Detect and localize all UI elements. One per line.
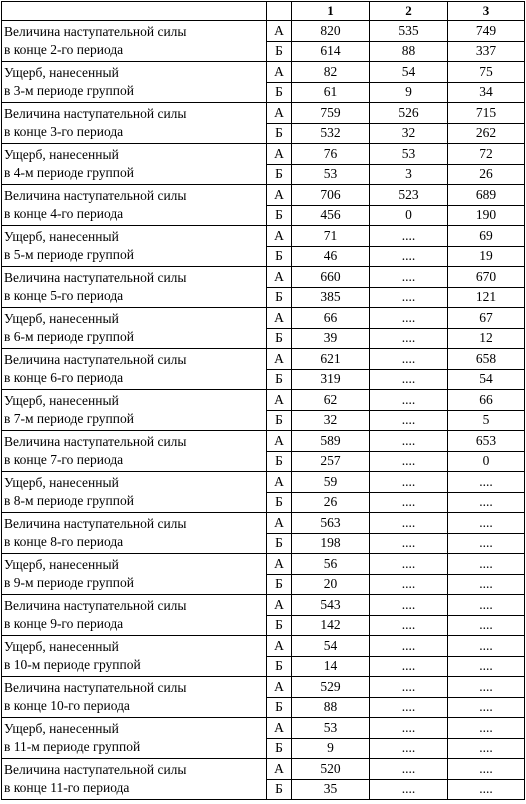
column-header-1: 1 [292,2,370,21]
row-label [2,554,267,595]
group-cell: А [267,718,292,739]
value-cell-3: .... [448,595,525,616]
row-label-line: Ущерб, нанесенный [4,639,119,654]
row-label-line: в 7-м периоде группой [4,411,134,426]
group-cell: Б [267,574,292,595]
row-label-line: Величина наступательной силы [4,598,187,613]
value-cell-3: 689 [448,185,525,206]
value-cell-3: 72 [448,144,525,165]
value-cell-3: 19 [448,246,525,267]
row-label-line: в 3-м периоде группой [4,83,134,98]
table-row [2,513,525,534]
value-cell-1: 621 [292,349,370,370]
value-cell-3: 190 [448,205,525,226]
value-cell-2: 0 [370,205,448,226]
row-label-line: Ущерб, нанесенный [4,65,119,80]
value-cell-3: 262 [448,123,525,144]
group-cell: А [267,759,292,780]
value-cell-2: .... [370,328,448,349]
table-row [2,472,525,493]
row-label-line: Ущерб, нанесенный [4,721,119,736]
group-cell: А [267,185,292,206]
value-cell-2: .... [370,451,448,472]
value-cell-2: 526 [370,103,448,124]
value-cell-3: 12 [448,328,525,349]
row-label-line: Величина наступательной силы [4,188,187,203]
row-label [2,308,267,349]
value-cell-1: 543 [292,595,370,616]
row-label-line: Ущерб, нанесенный [4,557,119,572]
row-label-line: в конце 10-го периода [4,698,130,713]
row-label [2,349,267,390]
table-row [2,185,525,206]
row-label-line: в конце 7-го периода [4,452,124,467]
value-cell-1: 759 [292,103,370,124]
table-row [2,636,525,657]
group-cell: Б [267,656,292,677]
value-cell-3: .... [448,533,525,554]
row-label-line: в 5-м периоде группой [4,247,134,262]
group-cell: Б [267,123,292,144]
value-cell-1: 198 [292,533,370,554]
group-cell: Б [267,697,292,718]
group-cell: Б [267,615,292,636]
value-cell-3: 653 [448,431,525,452]
value-cell-2: .... [370,677,448,698]
value-cell-3: 5 [448,410,525,431]
value-cell-1: 142 [292,615,370,636]
row-label-line: в конце 8-го периода [4,534,124,549]
value-cell-3: 0 [448,451,525,472]
value-cell-2: 3 [370,164,448,185]
row-label-line: в 4-м периоде группой [4,165,134,180]
value-cell-1: 62 [292,390,370,411]
table-row [2,595,525,616]
value-cell-2: .... [370,615,448,636]
group-cell: Б [267,533,292,554]
group-cell: А [267,677,292,698]
row-label [2,677,267,718]
row-label-line: в 11-м периоде группой [4,739,141,754]
value-cell-3: 69 [448,226,525,247]
table-row [2,677,525,698]
value-cell-3: 670 [448,267,525,288]
value-cell-3: .... [448,779,525,800]
value-cell-2: 32 [370,123,448,144]
table-row [2,759,525,780]
row-label-line: в 9-м периоде группой [4,575,134,590]
row-label [2,759,267,800]
row-label [2,595,267,636]
group-cell: А [267,472,292,493]
value-cell-1: 706 [292,185,370,206]
group-cell: А [267,513,292,534]
row-label [2,513,267,554]
value-cell-2: .... [370,308,448,329]
value-cell-1: 53 [292,718,370,739]
value-cell-1: 660 [292,267,370,288]
group-cell: А [267,21,292,42]
row-label-line: в конце 6-го периода [4,370,124,385]
value-cell-1: 53 [292,164,370,185]
value-cell-1: 820 [292,21,370,42]
value-cell-3: 66 [448,390,525,411]
value-cell-3: .... [448,554,525,575]
row-label [2,226,267,267]
group-cell: Б [267,410,292,431]
value-cell-3: .... [448,492,525,513]
value-cell-1: 71 [292,226,370,247]
value-cell-3: .... [448,759,525,780]
row-label-line: Величина наступательной силы [4,352,187,367]
value-cell-2: .... [370,431,448,452]
value-cell-3: .... [448,636,525,657]
group-cell: Б [267,164,292,185]
group-cell: А [267,431,292,452]
value-cell-2: .... [370,656,448,677]
group-cell: Б [267,492,292,513]
group-cell: Б [267,205,292,226]
value-cell-3: .... [448,738,525,759]
row-label-line: Величина наступательной силы [4,270,187,285]
value-cell-1: 319 [292,369,370,390]
group-cell: Б [267,451,292,472]
table-row [2,103,525,124]
value-cell-1: 529 [292,677,370,698]
row-label [2,62,267,103]
value-cell-2: .... [370,718,448,739]
row-label [2,472,267,513]
value-cell-3: .... [448,513,525,534]
row-label-line: Величина наступательной силы [4,106,187,121]
value-cell-2: .... [370,349,448,370]
column-header-2: 2 [370,2,448,21]
group-cell: А [267,390,292,411]
value-cell-2: .... [370,390,448,411]
row-label [2,718,267,759]
value-cell-1: 589 [292,431,370,452]
table-row [2,308,525,329]
value-cell-1: 9 [292,738,370,759]
value-cell-2: .... [370,472,448,493]
table-row [2,21,525,42]
value-cell-2: .... [370,697,448,718]
table-row [2,144,525,165]
value-cell-3: 26 [448,164,525,185]
value-cell-2: .... [370,267,448,288]
value-cell-1: 46 [292,246,370,267]
value-cell-1: 456 [292,205,370,226]
row-label [2,431,267,472]
row-label [2,21,267,62]
group-cell: Б [267,246,292,267]
group-cell: Б [267,779,292,800]
value-cell-1: 35 [292,779,370,800]
group-cell: Б [267,328,292,349]
value-cell-2: 88 [370,41,448,62]
row-label-line: Величина наступательной силы [4,24,187,39]
row-label [2,267,267,308]
row-label-line: Величина наступательной силы [4,516,187,531]
value-cell-3: .... [448,615,525,636]
value-cell-2: .... [370,554,448,575]
value-cell-1: 82 [292,62,370,83]
row-label [2,390,267,431]
row-label-line: в конце 4-го периода [4,206,124,221]
value-cell-2: .... [370,574,448,595]
group-cell: А [267,267,292,288]
row-label-line: Ущерб, нанесенный [4,475,119,490]
value-cell-2: .... [370,513,448,534]
value-cell-3: 75 [448,62,525,83]
value-cell-1: 54 [292,636,370,657]
value-cell-1: 257 [292,451,370,472]
group-cell: Б [267,287,292,308]
group-cell: А [267,62,292,83]
group-cell: Б [267,369,292,390]
row-label-line: Ущерб, нанесенный [4,229,119,244]
table-row [2,431,525,452]
value-cell-3: .... [448,574,525,595]
data-table [1,1,525,800]
value-cell-2: .... [370,492,448,513]
row-label-line: в конце 2-го периода [4,42,124,57]
group-cell: А [267,349,292,370]
value-cell-3: 658 [448,349,525,370]
value-cell-3: 749 [448,21,525,42]
value-cell-2: 535 [370,21,448,42]
row-label-line: в 8-м периоде группой [4,493,134,508]
value-cell-3: .... [448,656,525,677]
row-label-line: в конце 11-го периода [4,780,130,795]
row-label-line: в конце 5-го периода [4,288,124,303]
group-cell: А [267,308,292,329]
value-cell-1: 563 [292,513,370,534]
value-cell-3: 337 [448,41,525,62]
group-cell: А [267,144,292,165]
table-row [2,554,525,575]
value-cell-1: 32 [292,410,370,431]
table-row [2,62,525,83]
value-cell-2: 523 [370,185,448,206]
value-cell-2: .... [370,287,448,308]
value-cell-3: 715 [448,103,525,124]
group-cell: Б [267,82,292,103]
table-body [2,21,525,800]
group-cell: Б [267,738,292,759]
value-cell-1: 66 [292,308,370,329]
value-cell-2: .... [370,738,448,759]
row-label [2,185,267,226]
table-row [2,226,525,247]
value-cell-1: 385 [292,287,370,308]
column-header-group [267,2,292,21]
value-cell-1: 61 [292,82,370,103]
value-cell-1: 39 [292,328,370,349]
value-cell-1: 76 [292,144,370,165]
row-label-line: Ущерб, нанесенный [4,393,119,408]
row-label [2,636,267,677]
value-cell-1: 59 [292,472,370,493]
group-cell: А [267,595,292,616]
table-row [2,718,525,739]
row-label-line: в конце 3-го периода [4,124,124,139]
row-label-line: в 10-м периоде группой [4,657,141,672]
value-cell-2: .... [370,636,448,657]
value-cell-2: 9 [370,82,448,103]
value-cell-3: .... [448,472,525,493]
row-label-line: Ущерб, нанесенный [4,311,119,326]
group-cell: А [267,226,292,247]
row-label-line: Величина наступательной силы [4,762,187,777]
group-cell: А [267,103,292,124]
value-cell-1: 520 [292,759,370,780]
value-cell-3: 121 [448,287,525,308]
value-cell-1: 56 [292,554,370,575]
row-label-line: Ущерб, нанесенный [4,147,119,162]
value-cell-3: 54 [448,369,525,390]
column-header-3: 3 [448,2,525,21]
value-cell-2: 53 [370,144,448,165]
value-cell-1: 614 [292,41,370,62]
value-cell-2: .... [370,246,448,267]
value-cell-3: 67 [448,308,525,329]
row-label-line: в конце 9-го периода [4,616,124,631]
row-label-line: Величина наступательной силы [4,434,187,449]
header-row [2,2,525,21]
table-row [2,267,525,288]
value-cell-1: 14 [292,656,370,677]
value-cell-2: .... [370,369,448,390]
row-label [2,144,267,185]
table-row [2,349,525,370]
row-label-line: Величина наступательной силы [4,680,187,695]
row-label-line: в 6-м периоде группой [4,329,134,344]
group-cell: А [267,636,292,657]
value-cell-3: .... [448,718,525,739]
value-cell-2: .... [370,533,448,554]
value-cell-1: 88 [292,697,370,718]
row-label [2,103,267,144]
column-header-label [2,2,267,21]
value-cell-3: .... [448,697,525,718]
value-cell-2: .... [370,226,448,247]
table-row [2,390,525,411]
group-cell: А [267,554,292,575]
value-cell-1: 26 [292,492,370,513]
value-cell-1: 20 [292,574,370,595]
value-cell-2: .... [370,779,448,800]
value-cell-3: 34 [448,82,525,103]
group-cell: Б [267,41,292,62]
value-cell-2: .... [370,759,448,780]
value-cell-2: .... [370,410,448,431]
value-cell-3: .... [448,677,525,698]
value-cell-2: 54 [370,62,448,83]
value-cell-2: .... [370,595,448,616]
value-cell-1: 532 [292,123,370,144]
